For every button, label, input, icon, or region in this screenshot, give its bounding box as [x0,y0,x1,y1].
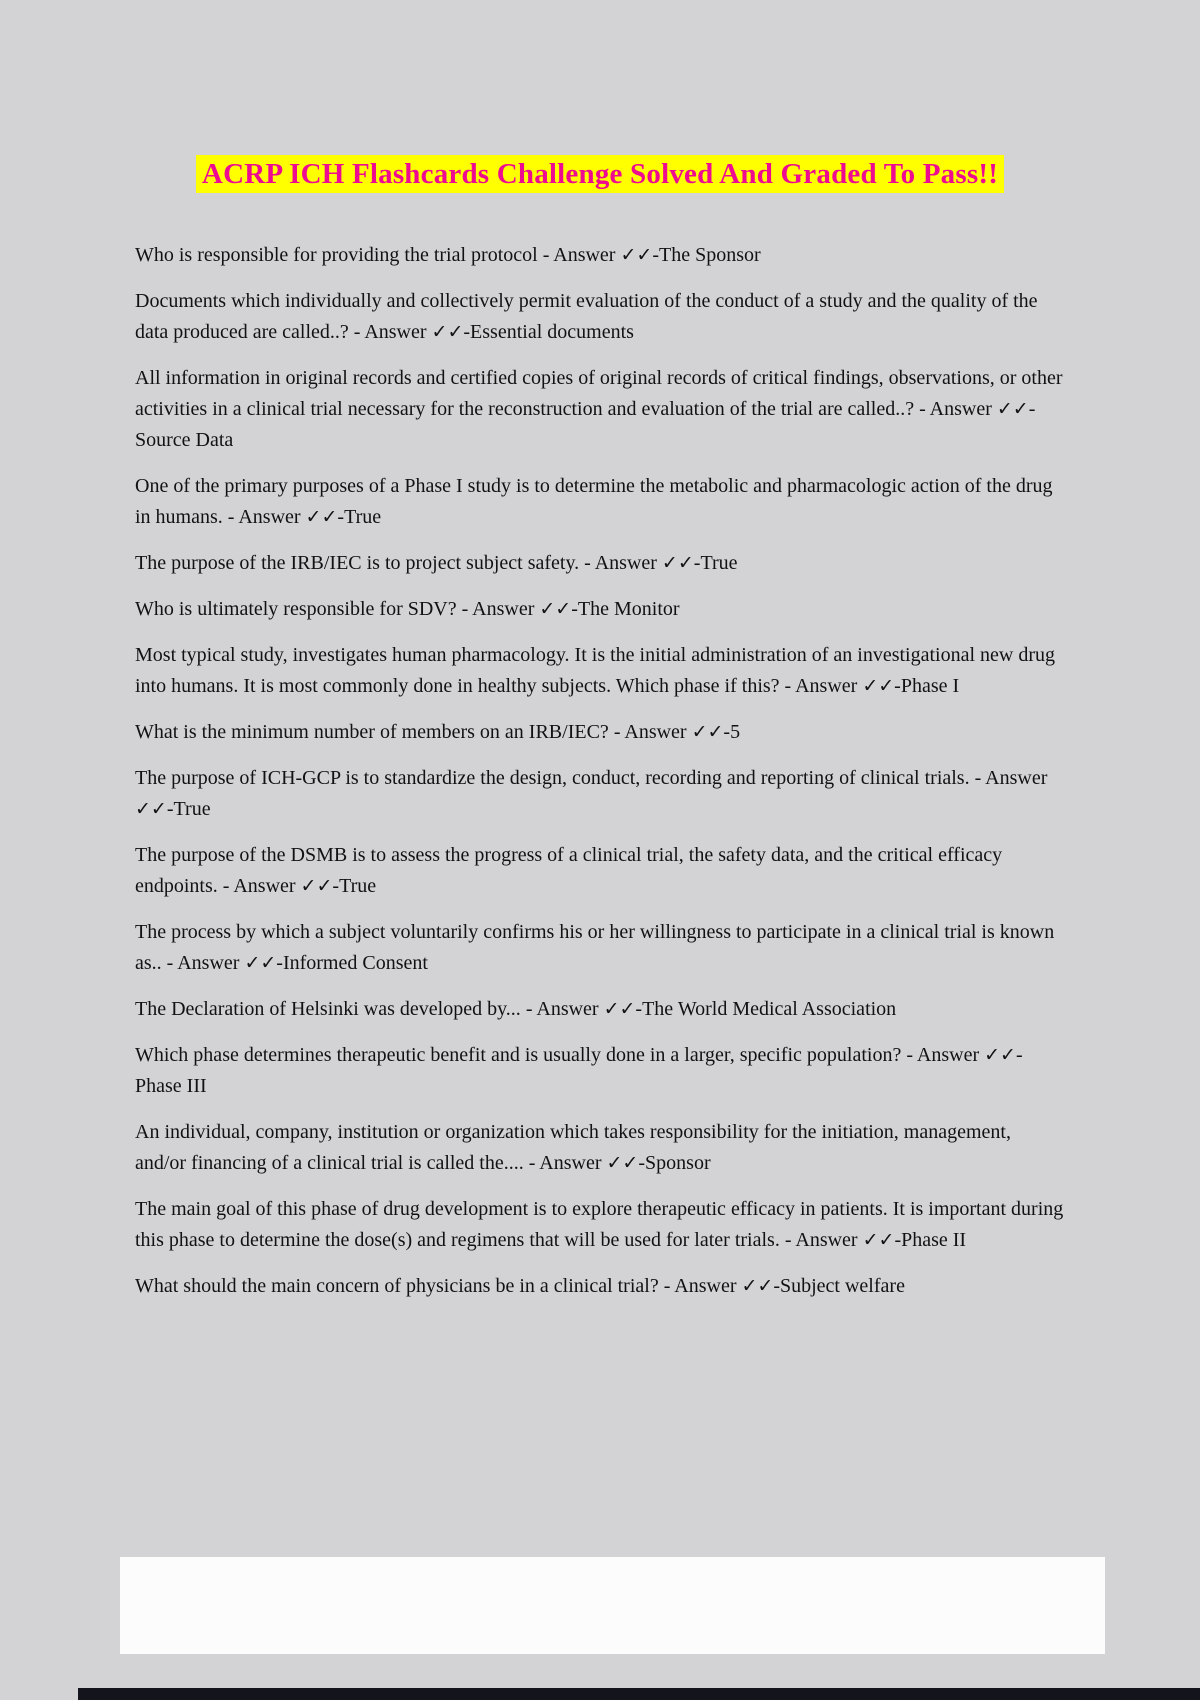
answer-text: The World Medical Association [642,998,897,1021]
answer-dash: - [1015,1044,1023,1067]
answer-dash: - [723,721,731,744]
question-text: Documents which individually and collectively permit evaluation of the conduct of a study and the quality of the data produced are called..? [135,290,1038,344]
checkmarks-icon: ✓✓ [135,798,167,821]
answer-dash: - [337,506,345,529]
question-text: The purpose of the IRB/IEC is to project subject safety. [135,552,580,575]
checkmarks-icon: ✓✓ [620,244,653,267]
answer-label: - Answer [658,1275,742,1298]
checkmarks-icon: ✓✓ [741,1275,774,1298]
flashcard [135,917,1065,979]
question-text: Who is responsible for providing the trial protocol [135,244,538,267]
answer-text: Informed Consent [282,952,428,975]
flashcard [135,994,1065,1025]
checkmarks-icon: ✓✓ [539,598,572,621]
answer-dash: - [894,1229,902,1252]
answer-label: - Answer [537,244,621,267]
question-text: What should the main concern of physicians be in a clinical trial? [135,1275,659,1298]
answer-dash: - [638,1152,646,1175]
answer-text: Phase III [135,1075,207,1098]
checkmarks-icon: ✓✓ [305,506,338,529]
checkmarks-icon: ✓✓ [661,552,694,575]
checkmarks-icon: ✓✓ [244,952,277,975]
flashcard [135,363,1065,456]
answer-text: Phase I [900,675,960,698]
answer-label: - Answer [456,598,540,621]
checkmarks-icon: ✓✓ [996,398,1029,421]
answer-dash: - [166,798,174,821]
answer-label: - Answer [779,1229,863,1252]
answer-text: True [339,875,377,898]
answer-label: - Answer [523,1152,607,1175]
answer-text: True [344,506,382,529]
answer-dash: - [773,1275,780,1298]
question-text: The process by which a subject voluntarily confirms his or her willingness to participate in a clinical trial is known as.. [135,921,1055,975]
flashcard [135,1117,1065,1179]
question-text: Who is ultimately responsible for SDV? [135,598,457,621]
answer-label: - Answer [608,721,692,744]
checkmarks-icon: ✓✓ [862,1229,895,1252]
flashcard [135,763,1065,825]
answer-dash: - [652,244,659,267]
question-text: One of the primary purposes of a Phase I study is to determine the metabolic and pharmacologic action of the drug in humans. [135,475,1053,529]
flashcard [135,640,1065,702]
answer-label: - Answer [914,398,997,421]
answer-label: - Answer [348,321,432,344]
answer-text: Essential documents [470,321,634,344]
answer-text: Source Data [135,429,234,452]
answer-dash: - [463,321,471,344]
question-text: Which phase determines therapeutic benefit and is usually done in a larger, specific population? [135,1044,902,1067]
document-title: ACRP ICH Flashcards Challenge Solved And Graded To Pass!! [196,155,1004,193]
flashcard [135,1194,1065,1256]
question-text: An individual, company, institution or organization which takes responsibility for the initiation, management, and/or financing of a clinical trial is called the.... [135,1121,1011,1175]
document-title-container [135,155,1065,194]
answer-label: - Answer [161,952,245,975]
flashcard [135,471,1065,533]
flashcard [135,548,1065,579]
checkmarks-icon: ✓✓ [603,998,636,1021]
answer-dash: - [1028,398,1036,421]
checkmarks-icon: ✓✓ [691,721,724,744]
answer-text: Subject welfare [780,1275,905,1298]
checkmarks-icon: ✓✓ [984,1044,1016,1067]
answer-dash: - [276,952,283,975]
answer-text: Sponsor [645,1152,711,1175]
question-text: The main goal of this phase of drug development is to explore therapeutic efficacy in patients. It is important during this phase to determine the dose(s) and regimens that will be used for later trials. [135,1198,1064,1252]
answer-label: - Answer [969,767,1048,790]
answer-dash: - [332,875,340,898]
flashcard [135,1271,1065,1302]
checkmarks-icon: ✓✓ [431,321,464,344]
flashcard [135,240,1065,271]
answer-label: - Answer [217,875,301,898]
flashcard [135,594,1065,625]
answer-label: - Answer [779,675,863,698]
answer-text: Phase II [901,1229,967,1252]
answer-text: The Sponsor [658,244,761,267]
answer-label: - Answer [901,1044,985,1067]
answer-label: - Answer [222,506,306,529]
question-text: The purpose of ICH-GCP is to standardize the design, conduct, recording and reporting of clinical trials. [135,767,970,790]
answer-dash: - [635,998,643,1021]
answer-label: - Answer [579,552,662,575]
answer-text: 5 [730,721,741,744]
footer-bar [78,1688,1200,1700]
next-page-preview [120,1557,1105,1654]
answer-dash: - [571,598,578,621]
checkmarks-icon: ✓✓ [862,675,895,698]
answer-text: The Monitor [577,598,680,621]
answer-label: - Answer [520,998,604,1021]
answer-text: True [700,552,738,575]
flashcard [135,286,1065,348]
flashcard [135,1040,1065,1102]
answer-dash: - [693,552,701,575]
document-content [135,155,1065,1317]
flashcard [135,840,1065,902]
answer-dash: - [894,675,901,698]
checkmarks-icon: ✓✓ [606,1152,639,1175]
checkmarks-icon: ✓✓ [300,875,333,898]
question-text: The purpose of the DSMB is to assess the progress of a clinical trial, the safety data, and the critical efficacy endpoints. [135,844,1003,898]
question-text: Most typical study, investigates human pharmacology. It is the initial administration of an investigational new drug into humans. It is most commonly done in healthy subjects. Which phase if this? [135,644,1056,698]
question-text: The Declaration of Helsinki was developed by... [135,998,521,1021]
question-text: What is the minimum number of members on an IRB/IEC? [135,721,609,744]
flashcard [135,717,1065,748]
answer-text: True [173,798,211,821]
question-text: All information in original records and certified copies of original records of critical findings, observations, or other activities in a clinical trial necessary for the reconstruction and evaluation of the trial are called..? [135,367,1063,421]
